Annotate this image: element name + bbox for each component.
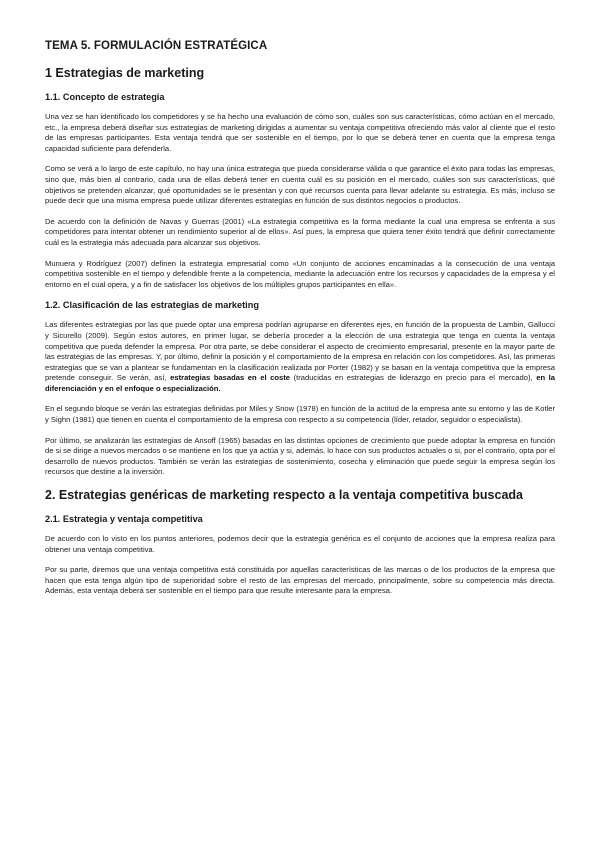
paragraph-text: Las diferentes estrategias por las que puede optar una empresa podrían agruparse en diferentes ejes, en función de la propuesta de Lambin, Gallucci y Sicurello (2009). Según estos autores, en primer lugar, se debería proceder a la elección de una estrategia que tenga en cuenta la ventaja competitiva que pueda defender la empresa. Por otra parte, se debe considerar el aspecto de crecimiento empresarial, presente en la mayor parte de las estrategias de las empresas. Y, por último, definir la posición y el comportamiento de la empresa en relación con los competidores. Así, las primeras estrategias que se van a plantear se fundamentan en la clasificación realizada por Porter (1982) y se basan en la ventaja competitiva que la empresa pretende conseguir. Se verán, así, <box>45 320 555 383</box>
bold-text: estrategias basadas en el coste <box>170 373 290 383</box>
subsection-1-2-heading: 1.2. Clasificación de las estrategias de marketing <box>45 300 259 311</box>
subsection-1-1-heading: 1.1. Concepto de estrategia <box>45 92 165 102</box>
paragraph: Una vez se han identificado los competidores y se ha hecho una evaluación de cómo son, cuáles son sus características, cómo actúan en el mercado, etc., la empresa deberá diseñar sus estrategias de marketing dirigidas a aumentar su ventaja competitiva ofreciendo más valor al cliente que el resto de las empresas participantes. Esta ventaja tendrá que ser sostenible en el tiempo, por lo que se deberá tener en cuenta que la empresa tenga capacidad suficiente para defenderla. <box>45 112 555 153</box>
paragraph: Como se verá a lo largo de este capítulo, no hay una única estrategia que pueda considerarse válida o que garantice el éxito para todas las empresas, sino que, más bien al contrario, cada una de ellas deberá tener en cuenta cuál es su posición en el mercado, cuáles son sus características, qué objetivos se pretenden alcanzar, qué oportunidades se le presentan y con qué recursos cuenta para llevar adelante su estrategia. Es más, incluso se puede decir que una misma empresa puede utilizar diferentes estrategias en función de sus distintos negocios o productos. <box>45 164 555 206</box>
subsection-2-1-heading: 2.1. Estrategia y ventaja competitiva <box>45 514 203 525</box>
paragraph: En el segundo bloque se verán las estrategias definidas por Miles y Snow (1978) en función de la actitud de la empresa ante su entorno y las de Kotler y Sighn (1981) que tienen en cuenta el comportamiento de la empresa con respecto a su competencia (líder, retador, seguidor o especialista). <box>45 404 555 425</box>
paragraph: Munuera y Rodríguez (2007) definen la estrategia empresarial como «Un conjunto de acciones encaminadas a la consecución de una ventaja competitiva sostenible en el tiempo y defendible frente a la competencia, mediante la adecuación entre los recursos y capacidades de la empresa y el entorno en el cual opera, y a fin de satisfacer los objetivos de los múltiples grupos participantes en ella». <box>45 258 555 289</box>
document-title: TEMA 5. FORMULACIÓN ESTRATÉGICA <box>45 40 268 52</box>
section-2-heading: 2. Estrategias genéricas de marketing respecto a la ventaja competitiva buscada <box>45 488 523 503</box>
paragraph <box>45 320 555 394</box>
section-1-heading: 1 Estrategias de marketing <box>45 66 205 80</box>
bold-text: en la diferenciación y en el enfoque o especialización. <box>45 373 556 393</box>
paragraph: De acuerdo con lo visto en los puntos anteriores, podemos decir que la estrategia genérica es el conjunto de acciones que la empresa realiza para obtener una ventaja competitiva. <box>45 534 555 554</box>
paragraph-text: (traducidas en estrategias de liderazgo en precio para el mercado), <box>290 373 537 383</box>
paragraph: De acuerdo con la definición de Navas y Guerras (2001) «La estrategia competitiva es la forma mediante la cual una empresa se enfrenta a sus competidores para intentar obtener un rendimiento superior al de ellos». Así pues, la empresa que quiera tener éxito tendrá que definir correctamente cuál es la estrategia más adecuada para alcanzar sus objetivos. <box>45 216 555 247</box>
paragraph: Por último, se analizarán las estrategias de Ansoff (1965) basadas en las distintas opciones de crecimiento que puede adoptar la empresa en función de si se dirige a nuevos mercados o se mantiene en los que ya actúa y si, además, lo hace con sus productos actuales o si, por el contrario, opta por el desarrollo de nuevos productos. También se verán las estrategias de sostenimiento, cosecha y eliminación que puede seguir la empresa según los recursos que destine a la inversión. <box>45 435 555 477</box>
paragraph: Por su parte, diremos que una ventaja competitiva está constituida por aquellas características de las marcas o de los productos de la empresa que hacen que esta tenga algún tipo de superioridad sobre el resto de las empresas del mercado, principalmente, sobre su competencia más directa. Además, esta ventaja deberá ser sostenible en el tiempo para que resulte interesante para la empresa. <box>45 565 555 596</box>
